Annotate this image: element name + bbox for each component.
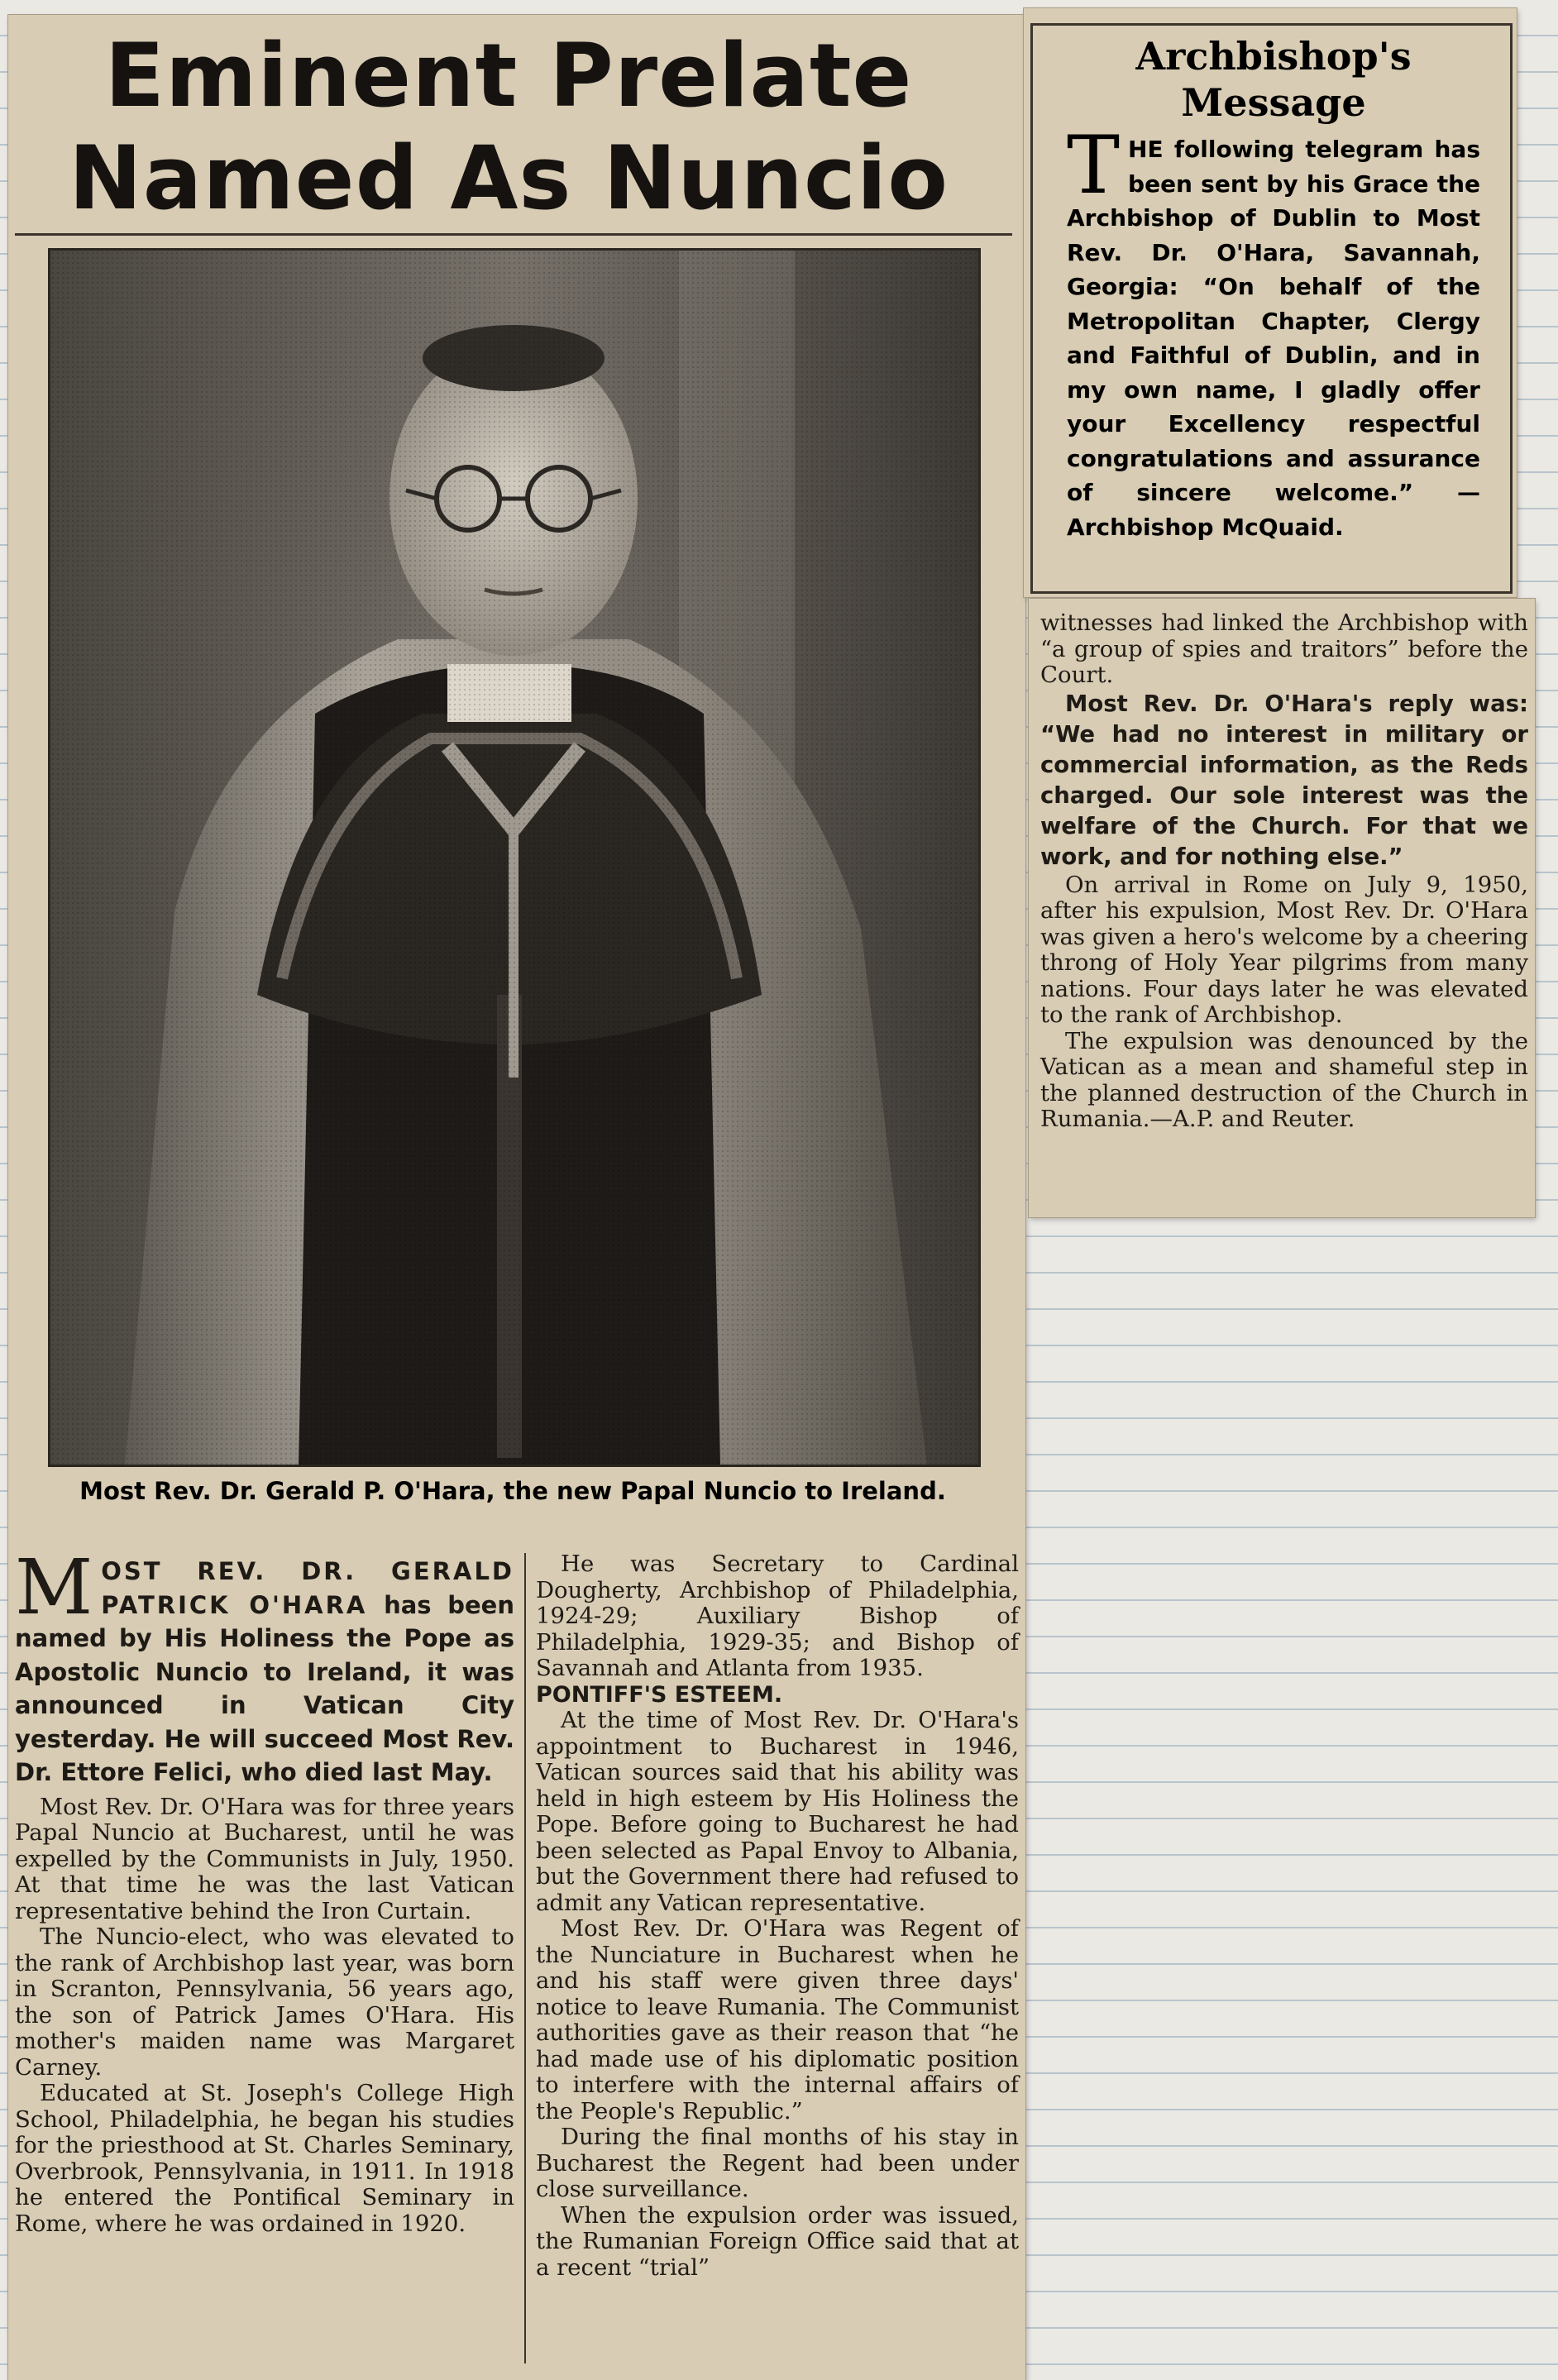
continuation-paragraph-4: The expulsion was denounced by the Vatican as a mean and shameful step in the planned destruction of the Church in Rumania.—A.P. and Reuter. (1040, 1027, 1528, 1132)
article-paragraph: At the time of Most Rev. Dr. O'Hara's appointment to Bucharest in 1946, Vatican sources said that his ability was held in high esteem by His Holiness the Pope. Before going to Bucharest he had been selected as Papal Envoy to Albania, but the Government there had refused to admit any Vatican representative. (536, 1707, 1019, 1916)
message-title-line-2: Message (1181, 80, 1366, 125)
message-title-line-1: Archbishop's (1135, 34, 1412, 79)
continuation-column (1040, 610, 1528, 1133)
article-paragraph: The Nuncio-elect, who was elevated to the rank of Archbishop last year, was born in Scranton, Pennsylvania, 56 years ago, the son of Patrick James O'Hara. His mother's maiden name was Margaret Carney. (15, 1924, 514, 2081)
column-rule-1 (524, 1553, 526, 2363)
headline-line-2: Named As Nuncio (68, 127, 949, 229)
article-paragraph: Most Rev. Dr. O'Hara was Regent of the Nunciature in Bucharest when he and his staff were given three days' notice to leave Rumania. The Communist authorities gave as their reason that “he had made use of his diplomatic position to interfere with the internal affairs of the People's Republic.” (536, 1915, 1019, 2124)
photo-caption: Most Rev. Dr. Gerald P. O'Hara, the new Papal Nuncio to Ireland. (79, 1477, 946, 1505)
continuation-paragraph-2: Most Rev. Dr. O'Hara's reply was: “We had no interest in military or commercial information, as the Reds charged. Our sole interest was the welfare of the Church. For that we work, and for nothing else.” (1040, 690, 1528, 870)
page-title (17, 25, 1001, 230)
article-column-2 (536, 1551, 1019, 2281)
continuation-paragraph-1: witnesses had linked the Archbishop with “a group of spies and traitors” before the Court. (1040, 609, 1528, 688)
article-column-1 (15, 1543, 514, 2237)
article-paragraph: When the expulsion order was issued, the Rumanian Foreign Office said that at a recent “trial” (536, 2201, 1019, 2281)
continuation-paragraph-3: On arrival in Rome on July 9, 1950, after his expulsion, Most Rev. Dr. O'Hara was given a hero's welcome by a cheering throng of Holy Year pilgrims from many nations. Four days later he was elevated to the rank of Archbishop. (1040, 871, 1528, 1028)
article-paragraph: During the final months of his stay in Bucharest the Regent had been under close surveillance. (536, 2124, 1019, 2202)
portrait-photo (48, 248, 981, 1467)
article-paragraph: He was Secretary to Cardinal Dougherty, Archbishop of Philadelphia, 1924-29; Auxiliary Bishop of Philadelphia, 1929-35; and Bishop of Savannah and Atlanta from 1935. (536, 1551, 1019, 1681)
message-text: HE following telegram has been sent by his Grace the Archbishop of Dublin to Most Rev. Dr. O'Hara, Savannah, Georgia: “On behalf of the Metropolitan Chapter, Clergy and Faithful of Dublin, and in my own name, I gladly offer your Excellency respectful congratulations and assurance of sincere welcome.” —Archbishop McQuaid. (1067, 136, 1480, 541)
article-paragraph: Most Rev. Dr. O'Hara was for three years Papal Nuncio at Bucharest, until he was expelled by the Communists in July, 1950. At that time he was the last Vatican representative behind the Iron Curtain. (15, 1793, 514, 1924)
article-paragraph: Educated at St. Joseph's College High School, Philadelphia, he began his studies for the priesthood at St. Charles Seminary, Overbrook, Pennsylvania, in 1911. In 1918 he entered the Pontifical Seminary in Rome, where he was ordained in 1920. (15, 2080, 514, 2237)
message-dropcap: T (1067, 119, 1121, 212)
article-dropcap: M (15, 1543, 93, 1632)
message-title (1034, 33, 1513, 126)
article-lead-caps: OST REV. DR. GERALD PATRICK O'HARA (101, 1557, 514, 1619)
message-border-top (1030, 23, 1513, 26)
article-lead (15, 1543, 514, 1790)
message-border-left (1030, 23, 1033, 594)
article-lead-rest: has been named by His Holiness the Pope as Apostolic Nuncio to Ireland, it was announced in Vatican City yesterday. He will succeed Most Rev. Dr. Ettore Felici, who died last May. (15, 1590, 514, 1786)
portrait-image (50, 251, 978, 1465)
message-border-bottom (1030, 591, 1513, 594)
message-body (1067, 119, 1480, 544)
headline-line-1: Eminent Prelate (104, 25, 913, 127)
article-subhead: PONTIFF'S ESTEEM. (536, 1681, 783, 1708)
headline-rule (15, 233, 1012, 236)
